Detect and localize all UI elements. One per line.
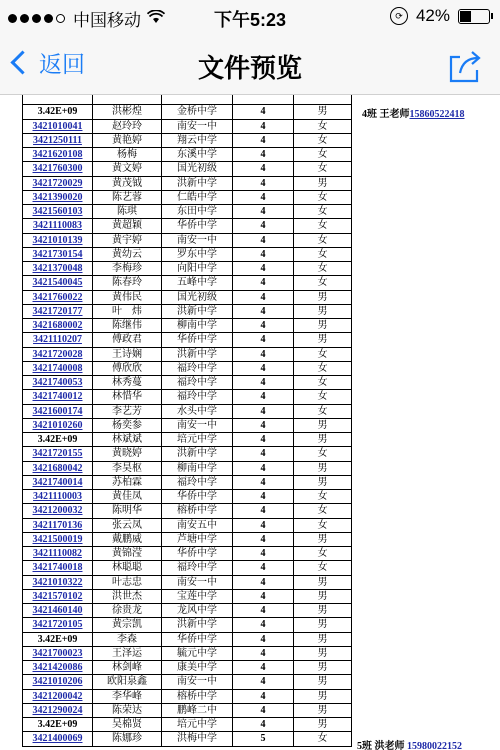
class-number-cell: 4 — [233, 547, 294, 561]
name-cell: 叶 炜 — [93, 304, 162, 318]
table-row — [23, 675, 352, 689]
gender-cell: 女 — [294, 518, 352, 532]
class-4-note — [362, 105, 465, 120]
document-preview[interactable] — [0, 95, 500, 750]
student-id-cell[interactable]: 3421720105 — [23, 618, 93, 632]
student-id-cell[interactable]: 3421760022 — [23, 290, 93, 304]
table-row — [23, 718, 352, 732]
name-cell: 林秀蔓 — [93, 376, 162, 390]
school-cell: 华侨中学 — [162, 490, 233, 504]
table-row — [23, 575, 352, 589]
student-id-cell[interactable]: 3421720028 — [23, 347, 93, 361]
table-row — [23, 390, 352, 404]
student-id-cell[interactable]: 3421250111 — [23, 133, 93, 147]
class-number-cell: 4 — [233, 148, 294, 162]
student-id-cell[interactable]: 3421200032 — [23, 504, 93, 518]
class-5-label: 5班 洪老师 — [357, 741, 405, 750]
table-row — [23, 290, 352, 304]
gender-cell: 男 — [294, 689, 352, 703]
name-cell: 杨梅 — [93, 148, 162, 162]
name-cell: 黄超颖 — [93, 219, 162, 233]
gender-cell — [294, 95, 352, 105]
class-number-cell: 4 — [233, 475, 294, 489]
class-number-cell: 4 — [233, 390, 294, 404]
table-row — [23, 447, 352, 461]
table-row — [23, 632, 352, 646]
class-number-cell: 4 — [233, 247, 294, 261]
name-cell: 黄佳凤 — [93, 490, 162, 504]
name-cell: 黄幼云 — [93, 247, 162, 261]
gender-cell: 女 — [294, 247, 352, 261]
class-number-cell: 5 — [233, 732, 294, 746]
name-cell: 洪彬煌 — [93, 105, 162, 119]
student-id-cell[interactable]: 3421700023 — [23, 646, 93, 660]
school-cell: 南安一中 — [162, 575, 233, 589]
gender-cell: 男 — [294, 575, 352, 589]
school-cell: 芦塘中学 — [162, 532, 233, 546]
table-row — [23, 618, 352, 632]
navigation-bar — [0, 34, 500, 95]
school-cell: 洪新中学 — [162, 347, 233, 361]
class-number-cell: 4 — [233, 190, 294, 204]
school-cell: 南安一中 — [162, 418, 233, 432]
student-id-cell[interactable]: 3421400069 — [23, 732, 93, 746]
name-cell: 戴鹏威 — [93, 532, 162, 546]
table-row — [23, 589, 352, 603]
table-row — [23, 219, 352, 233]
gender-cell: 女 — [294, 119, 352, 133]
name-cell: 李森 — [93, 632, 162, 646]
school-cell: 南安一中 — [162, 119, 233, 133]
gender-cell: 女 — [294, 219, 352, 233]
name-cell: 黄晓婷 — [93, 447, 162, 461]
student-id-cell[interactable]: 3421010041 — [23, 119, 93, 133]
table-row — [23, 105, 352, 119]
student-id-cell[interactable]: 3421540045 — [23, 276, 93, 290]
class-4-label: 4班 王老师 — [362, 109, 410, 120]
gender-cell: 女 — [294, 732, 352, 746]
class-number-cell: 4 — [233, 162, 294, 176]
school-cell: 柳南中学 — [162, 319, 233, 333]
school-cell: 翔云中学 — [162, 133, 233, 147]
student-id-cell[interactable]: 3421570102 — [23, 589, 93, 603]
name-cell: 陈继伟 — [93, 319, 162, 333]
name-cell: 叶志忠 — [93, 575, 162, 589]
name-cell: 林聪聪 — [93, 561, 162, 575]
class-number-cell: 4 — [233, 689, 294, 703]
gender-cell: 男 — [294, 632, 352, 646]
school-cell: 康美中学 — [162, 661, 233, 675]
school-cell: 洪新中学 — [162, 176, 233, 190]
class-number-cell: 4 — [233, 376, 294, 390]
student-id-cell[interactable]: 3421740014 — [23, 475, 93, 489]
gender-cell: 女 — [294, 447, 352, 461]
table-row — [23, 361, 352, 375]
name-cell: 林剑峰 — [93, 661, 162, 675]
student-id-cell — [23, 95, 93, 105]
class-number-cell: 4 — [233, 703, 294, 717]
school-cell: 金桥中学 — [162, 105, 233, 119]
gender-cell: 女 — [294, 148, 352, 162]
name-cell: 黄艳婷 — [93, 133, 162, 147]
class-number-cell: 4 — [233, 447, 294, 461]
table-row — [23, 561, 352, 575]
school-cell: 罗东中学 — [162, 247, 233, 261]
name-cell: 李昊枢 — [93, 461, 162, 475]
student-id-cell[interactable]: 3421110083 — [23, 219, 93, 233]
class-number-cell: 4 — [233, 532, 294, 546]
student-id-cell[interactable]: 3421680002 — [23, 319, 93, 333]
school-cell: 东溪中学 — [162, 148, 233, 162]
student-id-cell[interactable]: 3421110082 — [23, 547, 93, 561]
table-row — [23, 532, 352, 546]
carrier-label: 中国移动 — [73, 11, 141, 30]
name-cell: 洪世杰 — [93, 589, 162, 603]
table-row — [23, 276, 352, 290]
school-cell: 榕桥中学 — [162, 689, 233, 703]
table-row — [23, 247, 352, 261]
school-cell: 华侨中学 — [162, 632, 233, 646]
school-cell: 榕桥中学 — [162, 504, 233, 518]
table-row — [23, 95, 352, 105]
name-cell: 黄文婷 — [93, 162, 162, 176]
school-cell: 培元中学 — [162, 433, 233, 447]
school-cell: 福玲中学 — [162, 475, 233, 489]
table-row — [23, 205, 352, 219]
table-row — [23, 376, 352, 390]
name-cell: 赵玲玲 — [93, 119, 162, 133]
student-id-cell[interactable]: 3421720155 — [23, 447, 93, 461]
school-cell: 福玲中学 — [162, 376, 233, 390]
back-label: 返回 — [39, 51, 85, 77]
gender-cell: 男 — [294, 532, 352, 546]
student-id-cell[interactable]: 3421620108 — [23, 148, 93, 162]
gender-cell: 女 — [294, 490, 352, 504]
name-cell: 黄伟民 — [93, 290, 162, 304]
name-cell: 黄宇婷 — [93, 233, 162, 247]
school-cell: 国光初级 — [162, 162, 233, 176]
gender-cell: 男 — [294, 304, 352, 318]
gender-cell: 男 — [294, 433, 352, 447]
student-id-cell[interactable]: 3421720177 — [23, 304, 93, 318]
student-id-cell[interactable]: 3421760300 — [23, 162, 93, 176]
name-cell: 张云凤 — [93, 518, 162, 532]
gender-cell: 男 — [294, 703, 352, 717]
gender-cell: 女 — [294, 504, 352, 518]
student-id-cell[interactable]: 3421010139 — [23, 233, 93, 247]
class-number-cell: 4 — [233, 233, 294, 247]
name-cell: 徐贵龙 — [93, 604, 162, 618]
name-cell: 陈明华 — [93, 504, 162, 518]
gender-cell: 男 — [294, 319, 352, 333]
class-number-cell: 4 — [233, 589, 294, 603]
gender-cell: 女 — [294, 561, 352, 575]
gender-cell: 男 — [294, 418, 352, 432]
school-cell: 水头中学 — [162, 404, 233, 418]
page-title: 文件预览 — [197, 53, 302, 83]
gender-cell: 男 — [294, 589, 352, 603]
table-row — [23, 233, 352, 247]
student-id-cell[interactable]: 3421740012 — [23, 390, 93, 404]
student-id-cell[interactable]: 3421740018 — [23, 561, 93, 575]
gender-cell: 女 — [294, 404, 352, 418]
table-row — [23, 433, 352, 447]
student-id-cell: 3.42E+09 — [23, 718, 93, 732]
name-cell: 吴棉贤 — [93, 718, 162, 732]
student-id-cell[interactable]: 3421290024 — [23, 703, 93, 717]
class-number-cell: 4 — [233, 105, 294, 119]
class-number-cell — [233, 95, 294, 105]
name-cell: 李华峰 — [93, 689, 162, 703]
status-bar — [0, 0, 500, 34]
gender-cell: 女 — [294, 233, 352, 247]
name-cell: 陈春玲 — [93, 276, 162, 290]
gender-cell: 女 — [294, 276, 352, 290]
table-row — [23, 190, 352, 204]
gender-cell: 女 — [294, 205, 352, 219]
name-cell: 黄宗凯 — [93, 618, 162, 632]
name-cell: 林惜华 — [93, 390, 162, 404]
school-cell: 华侨中学 — [162, 219, 233, 233]
table-row — [23, 162, 352, 176]
table-row — [23, 661, 352, 675]
name-cell: 王泽运 — [93, 646, 162, 660]
gender-cell: 女 — [294, 162, 352, 176]
rotation-lock-icon: ⟳ — [390, 7, 408, 25]
gender-cell: 男 — [294, 618, 352, 632]
class-5-note — [357, 737, 462, 750]
student-id-cell: 3.42E+09 — [23, 105, 93, 119]
gender-cell: 女 — [294, 133, 352, 147]
class-number-cell: 4 — [233, 176, 294, 190]
student-id-cell: 3.42E+09 — [23, 632, 93, 646]
name-cell: 陈琪 — [93, 205, 162, 219]
school-cell: 华侨中学 — [162, 333, 233, 347]
student-id-cell[interactable]: 3421110207 — [23, 333, 93, 347]
school-cell: 洪新中学 — [162, 447, 233, 461]
class-number-cell: 4 — [233, 219, 294, 233]
school-cell: 龙风中学 — [162, 604, 233, 618]
table-row — [23, 604, 352, 618]
class-5-phone-link[interactable]: 15980022152 — [407, 741, 462, 750]
school-cell: 毓元中学 — [162, 646, 233, 660]
table-row — [23, 404, 352, 418]
gender-cell: 男 — [294, 661, 352, 675]
name-cell: 苏柏霖 — [93, 475, 162, 489]
student-id-cell: 3.42E+09 — [23, 433, 93, 447]
class-number-cell: 4 — [233, 290, 294, 304]
gender-cell: 女 — [294, 190, 352, 204]
table-row — [23, 176, 352, 190]
gender-cell: 女 — [294, 262, 352, 276]
name-cell: 王诗娴 — [93, 347, 162, 361]
gender-cell: 女 — [294, 390, 352, 404]
class-number-cell: 4 — [233, 461, 294, 475]
school-cell: 鹏峰二中 — [162, 703, 233, 717]
name-cell: 黄锦滢 — [93, 547, 162, 561]
school-cell: 向阳中学 — [162, 262, 233, 276]
table-row — [23, 461, 352, 475]
name-cell: 欧阳泉鑫 — [93, 675, 162, 689]
student-id-cell[interactable]: 3421730154 — [23, 247, 93, 261]
table-row — [23, 547, 352, 561]
class-number-cell: 4 — [233, 347, 294, 361]
gender-cell: 男 — [294, 646, 352, 660]
gender-cell: 男 — [294, 675, 352, 689]
class-number-cell: 4 — [233, 433, 294, 447]
school-cell: 培元中学 — [162, 718, 233, 732]
gender-cell: 男 — [294, 461, 352, 475]
clock: 下午5:23 — [213, 10, 287, 30]
student-id-cell[interactable]: 3421110003 — [23, 490, 93, 504]
name-cell: 傅政君 — [93, 333, 162, 347]
school-cell — [162, 95, 233, 105]
share-icon — [446, 48, 482, 84]
gender-cell: 男 — [294, 105, 352, 119]
school-cell: 福玲中学 — [162, 361, 233, 375]
school-cell: 洪新中学 — [162, 618, 233, 632]
class-number-cell: 4 — [233, 133, 294, 147]
name-cell: 陈艺蓉 — [93, 190, 162, 204]
class-number-cell: 4 — [233, 119, 294, 133]
class-number-cell: 4 — [233, 404, 294, 418]
student-id-cell[interactable]: 3421390020 — [23, 190, 93, 204]
class-number-cell: 4 — [233, 675, 294, 689]
school-cell: 洪新中学 — [162, 304, 233, 318]
name-cell: 李艺芳 — [93, 404, 162, 418]
student-id-cell[interactable]: 3421740053 — [23, 376, 93, 390]
table-row — [23, 148, 352, 162]
class-number-cell: 4 — [233, 304, 294, 318]
name-cell: 陈娜珍 — [93, 732, 162, 746]
school-cell: 仁皓中学 — [162, 190, 233, 204]
student-id-cell[interactable]: 3421370048 — [23, 262, 93, 276]
school-cell: 国光初级 — [162, 290, 233, 304]
table-row — [23, 418, 352, 432]
school-cell: 柳南中学 — [162, 461, 233, 475]
school-cell: 东田中学 — [162, 205, 233, 219]
table-row — [23, 504, 352, 518]
class-number-cell: 4 — [233, 490, 294, 504]
student-id-cell[interactable]: 3421600174 — [23, 404, 93, 418]
class-number-cell: 4 — [233, 262, 294, 276]
class-number-cell: 4 — [233, 718, 294, 732]
class-number-cell: 4 — [233, 632, 294, 646]
name-cell — [93, 95, 162, 105]
name-cell: 陈荣达 — [93, 703, 162, 717]
student-id-cell[interactable]: 3421720029 — [23, 176, 93, 190]
name-cell: 李梅珍 — [93, 262, 162, 276]
student-id-cell[interactable]: 3421010322 — [23, 575, 93, 589]
table-row — [23, 333, 352, 347]
school-cell: 南安一中 — [162, 233, 233, 247]
school-cell: 洪梅中学 — [162, 732, 233, 746]
table-row — [23, 304, 352, 318]
table-row — [23, 133, 352, 147]
name-cell: 杨奕参 — [93, 418, 162, 432]
share-button[interactable] — [446, 48, 482, 84]
student-id-cell[interactable]: 3421010206 — [23, 675, 93, 689]
class-number-cell: 4 — [233, 333, 294, 347]
gender-cell: 女 — [294, 376, 352, 390]
school-cell: 华侨中学 — [162, 547, 233, 561]
student-id-cell[interactable]: 3421560103 — [23, 205, 93, 219]
table-row — [23, 518, 352, 532]
school-cell: 福玲中学 — [162, 561, 233, 575]
student-id-cell[interactable]: 3421500019 — [23, 532, 93, 546]
table-row — [23, 689, 352, 703]
student-id-cell[interactable]: 3421200042 — [23, 689, 93, 703]
gender-cell: 男 — [294, 290, 352, 304]
student-id-cell[interactable]: 3421010260 — [23, 418, 93, 432]
class-number-cell: 4 — [233, 661, 294, 675]
school-cell: 宝莲中学 — [162, 589, 233, 603]
gender-cell: 男 — [294, 475, 352, 489]
class-number-cell: 4 — [233, 604, 294, 618]
class-number-cell: 4 — [233, 618, 294, 632]
name-cell: 傅欣欣 — [93, 361, 162, 375]
gender-cell: 男 — [294, 333, 352, 347]
student-id-cell[interactable]: 3421460140 — [23, 604, 93, 618]
table-row — [23, 475, 352, 489]
school-cell: 南安五中 — [162, 518, 233, 532]
battery-percent: 42% — [415, 6, 450, 25]
class-number-cell: 4 — [233, 319, 294, 333]
school-cell: 福玲中学 — [162, 390, 233, 404]
name-cell: 黄茂钺 — [93, 176, 162, 190]
class-number-cell: 4 — [233, 646, 294, 660]
class-number-cell: 4 — [233, 418, 294, 432]
status-right — [390, 6, 490, 26]
class-number-cell: 4 — [233, 361, 294, 375]
table-row — [23, 119, 352, 133]
student-id-cell[interactable]: 3421170136 — [23, 518, 93, 532]
table-row — [23, 732, 352, 746]
student-id-cell[interactable]: 3421680042 — [23, 461, 93, 475]
table-row — [23, 347, 352, 361]
table-row — [23, 319, 352, 333]
gender-cell: 男 — [294, 718, 352, 732]
class-number-cell: 4 — [233, 276, 294, 290]
class-number-cell: 4 — [233, 561, 294, 575]
gender-cell: 男 — [294, 176, 352, 190]
class-number-cell: 4 — [233, 518, 294, 532]
student-id-cell[interactable]: 3421420086 — [23, 661, 93, 675]
table-row — [23, 703, 352, 717]
school-cell: 南安一中 — [162, 675, 233, 689]
gender-cell: 男 — [294, 604, 352, 618]
class-number-cell: 4 — [233, 504, 294, 518]
student-id-cell[interactable]: 3421740008 — [23, 361, 93, 375]
class-number-cell: 4 — [233, 205, 294, 219]
gender-cell: 女 — [294, 347, 352, 361]
gender-cell: 女 — [294, 361, 352, 375]
battery-icon — [458, 9, 490, 24]
name-cell: 林斌斌 — [93, 433, 162, 447]
battery-level — [460, 11, 471, 22]
school-cell: 五峰中学 — [162, 276, 233, 290]
class-number-cell: 4 — [233, 575, 294, 589]
table-row — [23, 490, 352, 504]
table-row — [23, 646, 352, 660]
student-table — [22, 95, 352, 747]
table-row — [23, 262, 352, 276]
class-4-phone-link[interactable]: 15860522418 — [409, 109, 465, 120]
gender-cell: 女 — [294, 547, 352, 561]
